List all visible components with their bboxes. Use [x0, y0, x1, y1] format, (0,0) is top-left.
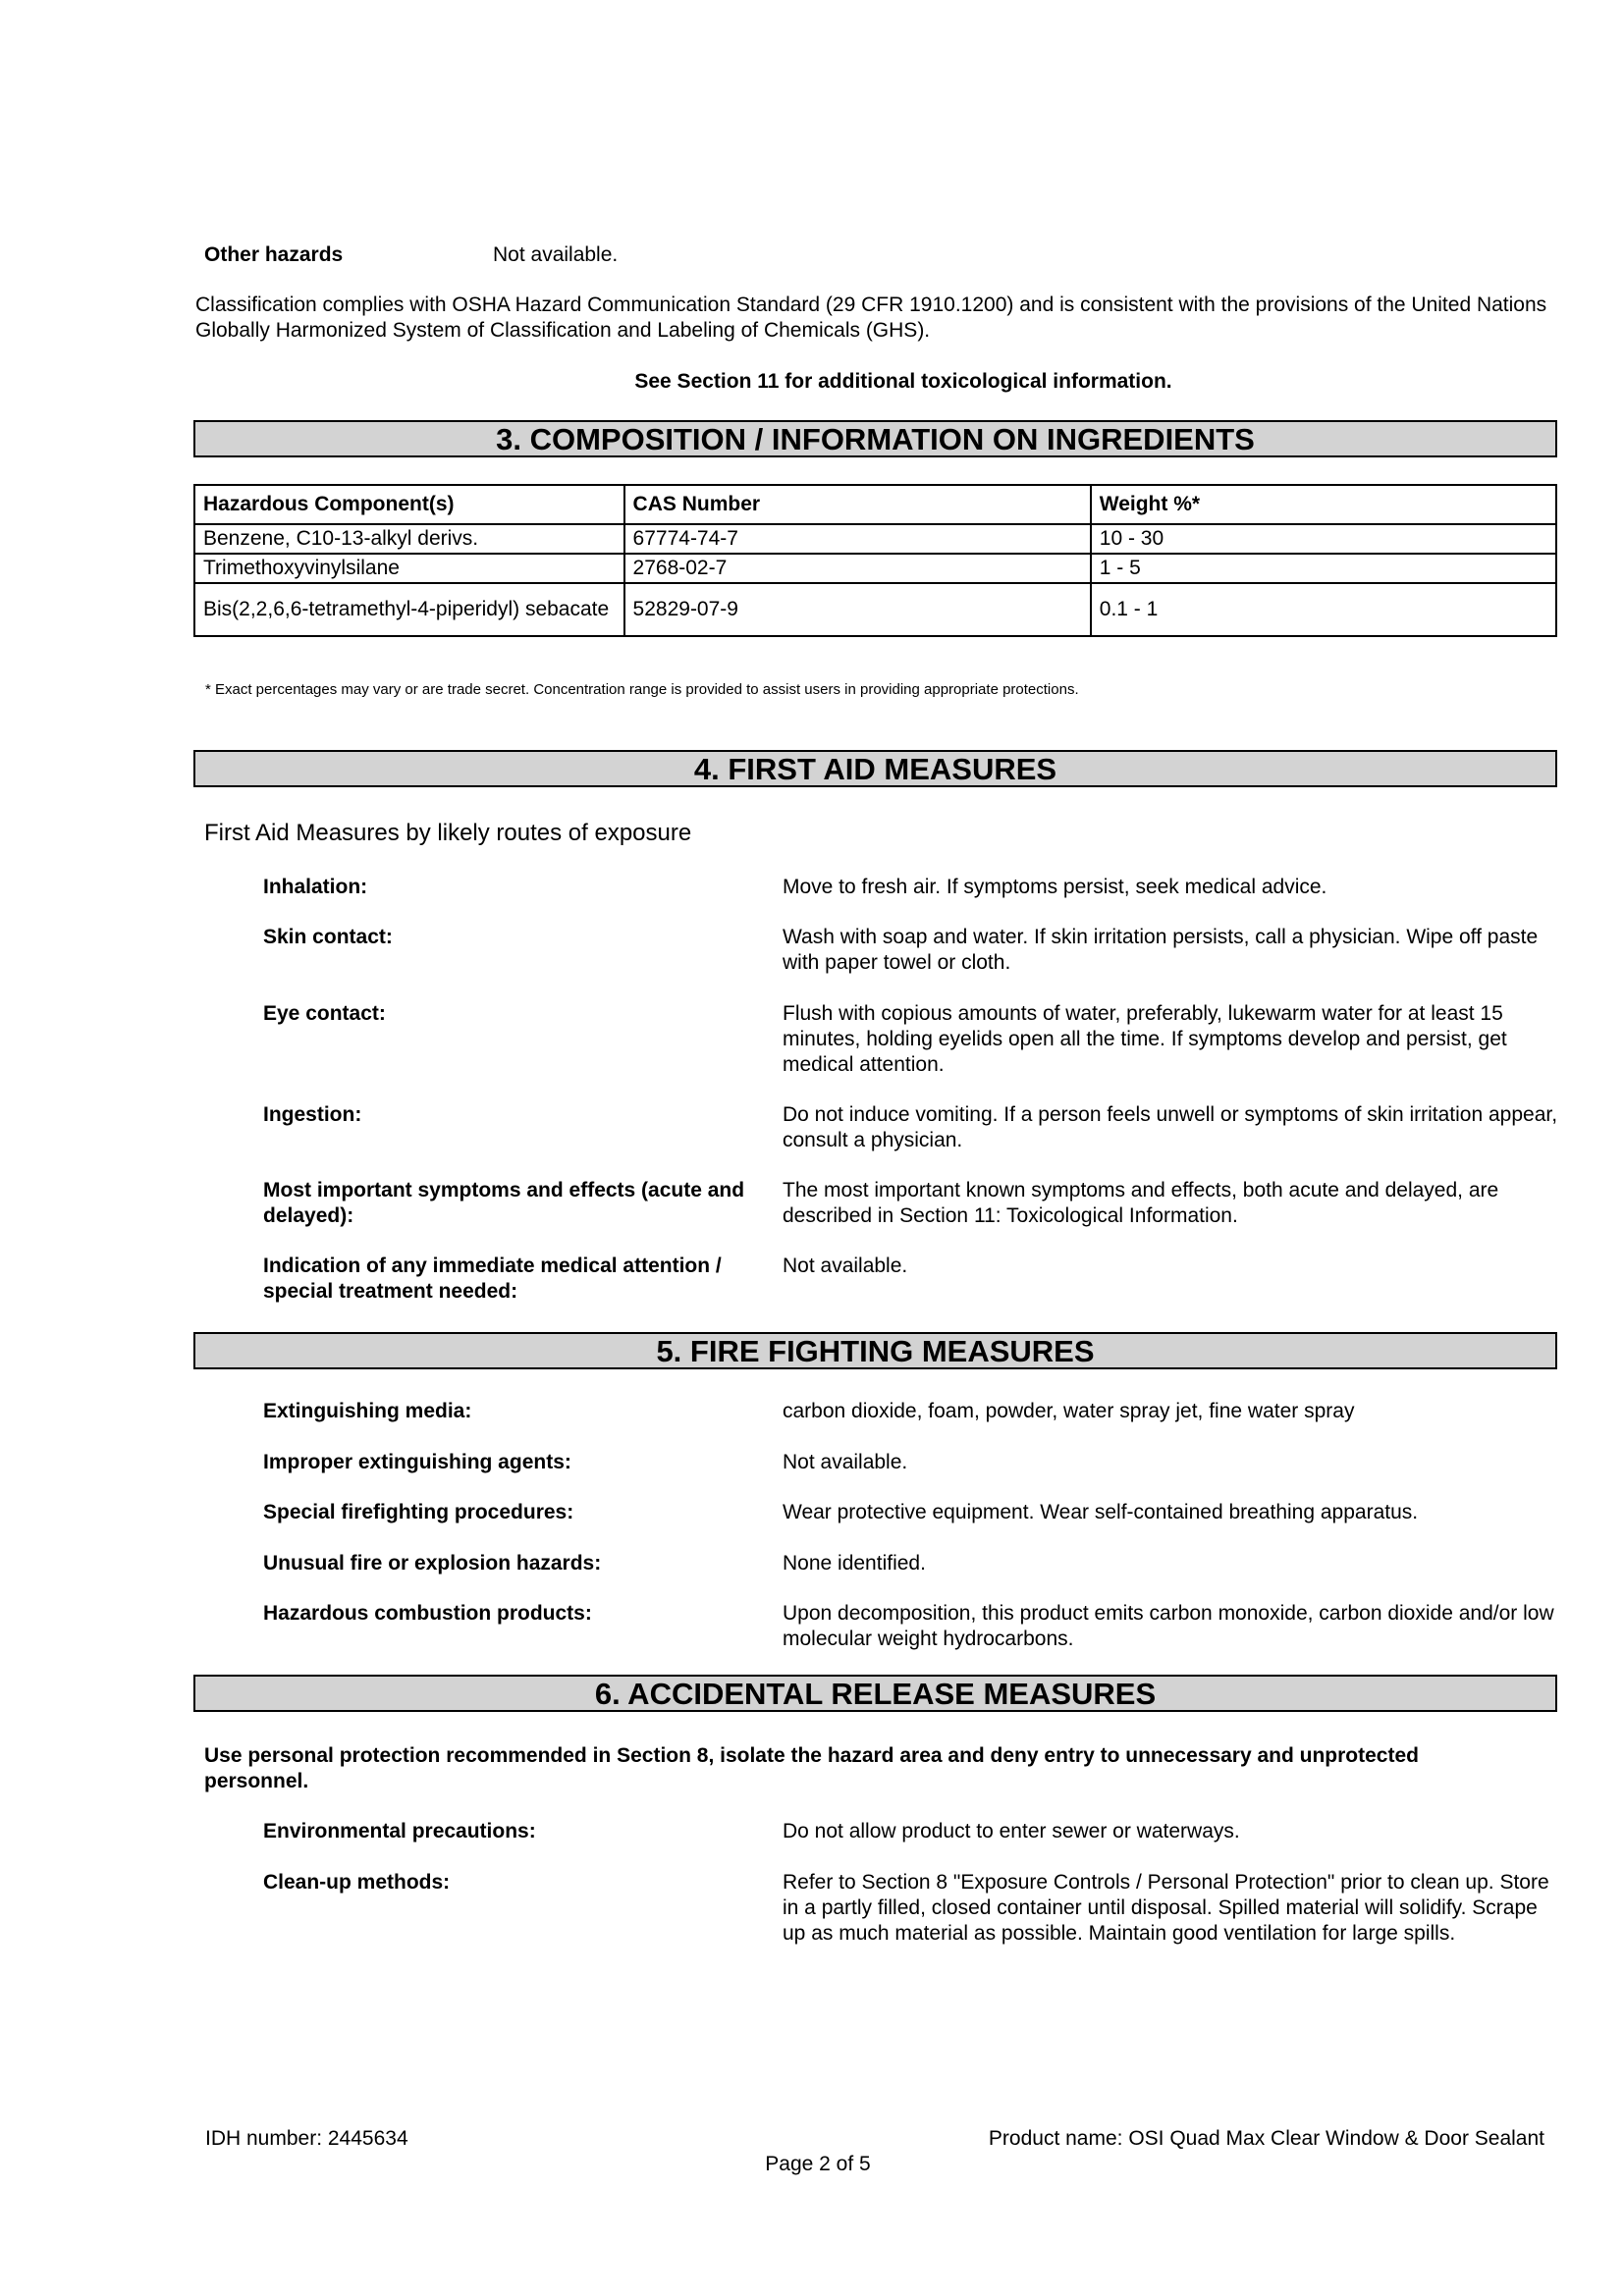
other-hazards-value: Not available. — [493, 243, 619, 266]
cell-component: Bis(2,2,6,6-tetramethyl-4-piperidyl) sebacate — [194, 583, 624, 636]
environmental-precautions-value: Do not allow product to enter sewer or waterways. — [783, 1820, 1240, 1842]
cleanup-methods-value: Refer to Section 8 "Exposure Controls / Personal Protection" prior to clean up. Store in a partly filled, closed container until disposal. Spilled material will solidify. Scrape up as much material as possible. Maintain good ventilation for large spills. — [783, 1871, 1549, 1945]
header-component: Hazardous Component(s) — [194, 485, 624, 524]
improper-agents-value: Not available. — [783, 1451, 908, 1473]
first-aid-subtitle: First Aid Measures by likely routes of exposure — [204, 820, 692, 846]
unusual-hazards-label: Unusual fire or explosion hazards: — [263, 1552, 602, 1575]
skin-contact-label: Skin contact: — [263, 926, 393, 948]
skin-contact-value: Wash with soap and water. If skin irritation persists, call a physician. Wipe off paste with paper towel or cloth. — [783, 926, 1539, 974]
section4-title: 4. FIRST AID MEASURES — [193, 750, 1557, 787]
ingestion-value: Do not induce vomiting. If a person feels unwell or symptoms of skin irritation appear, consult a physician. — [783, 1103, 1558, 1151]
ingestion-label: Ingestion: — [263, 1103, 362, 1126]
combustion-products-label: Hazardous combustion products: — [263, 1602, 592, 1625]
symptoms-label: Most important symptoms and effects (acute and delayed): — [263, 1179, 745, 1227]
special-procedures-label: Special firefighting procedures: — [263, 1501, 574, 1523]
medical-attention-value: Not available. — [783, 1255, 908, 1277]
cell-weight: 10 - 30 — [1091, 524, 1556, 554]
header-cas: CAS Number — [624, 485, 1091, 524]
special-procedures-value: Wear protective equipment. Wear self-contained breathing apparatus. — [783, 1501, 1419, 1523]
extinguishing-media-label: Extinguishing media: — [263, 1400, 472, 1422]
other-hazards-label: Other hazards — [204, 243, 344, 266]
footer-idh: IDH number: 2445634 — [205, 2127, 408, 2150]
footer-page: Page 2 of 5 — [765, 2153, 871, 2175]
cell-cas: 67774-74-7 — [624, 524, 1091, 554]
eye-contact-value: Flush with copious amounts of water, preferably, lukewarm water for at least 15 minutes, holding eyelids open all the time. If symptoms develop and persist, get medical attention. — [783, 1002, 1507, 1076]
cell-weight: 1 - 5 — [1091, 554, 1556, 583]
extinguishing-media-value: carbon dioxide, foam, powder, water spray jet, fine water spray — [783, 1400, 1355, 1422]
classification-text: Classification complies with OSHA Hazard Communication Standard (29 CFR 1910.1200) and is consistent with the provisions of the United Nations Globally Harmonized System of Classification and Labeling of Chemicals (GHS). — [195, 294, 1547, 342]
cell-component: Trimethoxyvinylsilane — [194, 554, 624, 583]
cleanup-methods-label: Clean-up methods: — [263, 1871, 451, 1894]
table-row — [194, 554, 1556, 583]
see-section-note: See Section 11 for additional toxicological information. — [634, 370, 1172, 393]
section5-title: 5. FIRE FIGHTING MEASURES — [193, 1332, 1557, 1369]
improper-agents-label: Improper extinguishing agents: — [263, 1451, 571, 1473]
combustion-products-value: Upon decomposition, this product emits carbon monoxide, carbon dioxide and/or low molecular weight hydrocarbons. — [783, 1602, 1554, 1650]
inhalation-label: Inhalation: — [263, 876, 368, 898]
cell-cas: 52829-07-9 — [624, 583, 1091, 636]
unusual-hazards-value: None identified. — [783, 1552, 926, 1575]
eye-contact-label: Eye contact: — [263, 1002, 386, 1025]
medical-attention-label: Indication of any immediate medical attention / special treatment needed: — [263, 1255, 722, 1303]
cell-weight: 0.1 - 1 — [1091, 583, 1556, 636]
header-weight: Weight %* — [1091, 485, 1556, 524]
cell-component: Benzene, C10-13-alkyl derivs. — [194, 524, 624, 554]
section3-title: 3. COMPOSITION / INFORMATION ON INGREDIENTS — [193, 420, 1557, 457]
inhalation-value: Move to fresh air. If symptoms persist, seek medical advice. — [783, 876, 1327, 898]
table-row — [194, 583, 1556, 636]
symptoms-value: The most important known symptoms and effects, both acute and delayed, are described in Section 11: Toxicological Information. — [783, 1179, 1499, 1227]
cell-cas: 2768-02-7 — [624, 554, 1091, 583]
composition-table — [193, 484, 1557, 637]
composition-footnote: * Exact percentages may vary or are trade secret. Concentration range is provided to assist users in providing appropriate protections. — [205, 681, 1079, 698]
footer-product: Product name: OSI Quad Max Clear Window & Door Sealant — [988, 2127, 1544, 2150]
table-row — [194, 524, 1556, 554]
environmental-precautions-label: Environmental precautions: — [263, 1820, 536, 1842]
table-header-row — [194, 485, 1556, 524]
section6-intro: Use personal protection recommended in Section 8, isolate the hazard area and deny entry to unnecessary and unprotected personnel. — [204, 1744, 1419, 1792]
section6-title: 6. ACCIDENTAL RELEASE MEASURES — [193, 1675, 1557, 1712]
